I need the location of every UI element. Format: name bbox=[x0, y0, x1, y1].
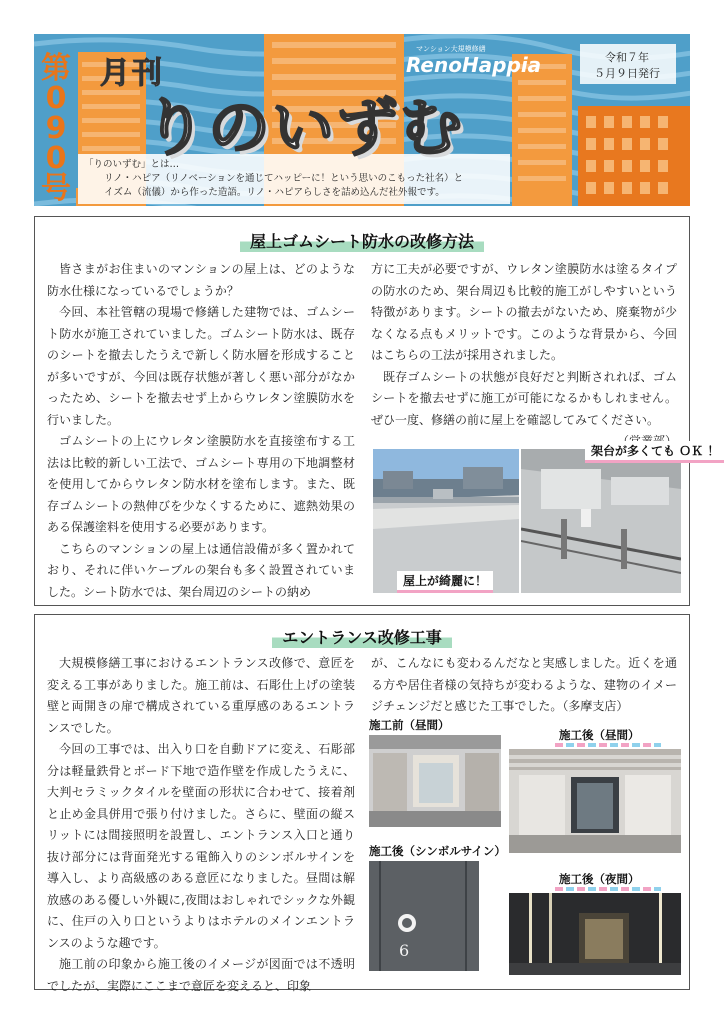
caption-ribbon bbox=[555, 743, 661, 747]
caption-after-night: 施工後（夜間） bbox=[559, 872, 640, 886]
photo-after-day bbox=[509, 749, 681, 853]
roof-right-column bbox=[371, 259, 677, 453]
monthly-label: 月刊 bbox=[100, 56, 164, 91]
paragraph: 施工前の印象から施工後のイメージが図面では不透明でしたが、実際にここまで意匠を変えると、印象 bbox=[47, 957, 355, 993]
issue-char: 0 bbox=[45, 81, 67, 116]
photo-after-night bbox=[509, 893, 681, 975]
brand-tagline: マンション大規模修繕 bbox=[416, 45, 486, 53]
newsletter-intro bbox=[84, 158, 524, 200]
roof-article bbox=[34, 216, 720, 606]
entrance-article bbox=[34, 614, 690, 993]
roof-article-title: 屋上ゴムシート防水の改修方法 bbox=[35, 229, 689, 252]
issue-date bbox=[582, 50, 672, 82]
caption-after-day: 施工後（昼間） bbox=[559, 728, 640, 742]
masthead bbox=[34, 34, 690, 206]
paragraph: 今回の工事では、出入り口を自動ドアに変え、石彫部分は軽量鉄骨とボード下地で造作壁を作成したうえに、大判セラミックタイルを壁面の形状に合わせて、接着剤と止め金具併用で張り付けました。さらに、壁面の縦スリットには間接照明を設置し、エントランス入口と通り抜け部分には背面発光する電飾入りのシンボルサインを導入し、より高級感のある意匠になりました。昼間は解放感のある優しい外観に,夜間はおしゃれでシックな外観に、住戸の入り口というよりはホテルのメインエントランスのような趣です。 bbox=[47, 742, 355, 950]
brand-logo: RenoHappia bbox=[406, 53, 542, 77]
intro-line-1: 「りのいずむ」とは… bbox=[84, 159, 180, 170]
issue-char: 第 bbox=[41, 51, 71, 86]
photo-before-day bbox=[369, 735, 501, 827]
paragraph: ゴムシートの上にウレタン塗膜防水を直接塗布する工法は比較的新しい工法で、ゴムシート専用の下地調整材を使用してからウレタン防水材を塗布します。また、既存ゴムシートの熱伸びを少なくするために、遮熱効果のある保護塗料を使用する必要があります。 bbox=[47, 434, 355, 534]
paragraph: 方に工夫が必要ですが、ウレタン塗膜防水は塗るタイプの防水のため、架台周辺も比較的施工がしやすいという特徴があります。シートの撤去がないため、廃棄物が少なくなる点もメリットです。このような背景から、今回はこちらの工法が採用されました。 bbox=[371, 262, 677, 362]
intro-line-3: イズム（流儀）から作った造語。リノ・ハピアらしさを詰め込んだ社外報です。 bbox=[104, 187, 445, 198]
caption-before-day: 施工前（昼間） bbox=[369, 718, 450, 732]
issue-number bbox=[38, 51, 74, 206]
entrance-left-column bbox=[47, 653, 355, 997]
date-line-2: ５月９日発行 bbox=[594, 67, 660, 80]
paragraph: 大規模修繕工事におけるエントランス改修で、意匠を変える工事がありました。施工前は、石彫仕上げの塗装壁と両開きの扉で構成されている重厚感のあるエントランスでした。 bbox=[47, 656, 355, 735]
callout-racks-ok: 架台が多くても ＯＫ ！ bbox=[585, 441, 724, 463]
date-line-1: 令和７年 bbox=[605, 51, 649, 64]
caption-symbol-sign: 施工後（シンボルサイン） bbox=[369, 844, 506, 858]
paragraph: こちらのマンションの屋上は通信設備が多く置かれており、それに伴いケーブルの架台も多く設置されていました。シート防水では、架台周辺のシートの納め bbox=[47, 541, 355, 599]
photo-symbol-sign bbox=[369, 861, 479, 971]
issue-char: 号 bbox=[41, 171, 71, 206]
department-credit: （多摩支店） bbox=[562, 699, 629, 713]
roof-left-column bbox=[47, 259, 355, 603]
paragraph: 皆さまがお住まいのマンションの屋上は、どのような防水仕様になっているでしょうか？ bbox=[47, 262, 355, 298]
entrance-article-title: エントランス改修工事 bbox=[35, 625, 689, 648]
entrance-right-column bbox=[371, 653, 677, 718]
issue-char: 0 bbox=[45, 141, 67, 176]
paragraph: 既存ゴムシートの状態が良好だと判断されれば、ゴムシートを撤去せずに施工が可能になるかもしれません。ぜひ一度、修繕の前に屋上を確認してみてください。 bbox=[371, 369, 677, 427]
newsletter-title: りのいずむ bbox=[144, 91, 465, 164]
paragraph: 今回、本社管轄の現場で修繕した建物では、ゴムシート防水が施工されていました。ゴムシート防水は、既存のシートを撤去したうえで新しく防水層を形成することが多いですが、今回は既存状態が著しく悪い部分がなかったため、シートを撤去せず上からウレタン塗膜防水を行いました。 bbox=[47, 305, 355, 427]
roof-photo-racks bbox=[521, 449, 681, 593]
issue-char: 9 bbox=[45, 111, 67, 146]
sign-number: 6 bbox=[399, 941, 410, 960]
paragraph bbox=[371, 653, 677, 718]
caption-ribbon bbox=[555, 887, 661, 891]
intro-line-2: リノ・ハピア（リノベーションを通じてハッピーに！という思いのこもった社名）と bbox=[104, 173, 464, 184]
paragraph-text: が、こんなにも変わるんだなと実感しました。近くを通る方や居住者様の気持ちが変わるような、建物のイメージチェンジだと感じた工事でした。 bbox=[371, 656, 677, 713]
callout-roof-clean: 屋上が綺麗に！ bbox=[397, 571, 493, 593]
